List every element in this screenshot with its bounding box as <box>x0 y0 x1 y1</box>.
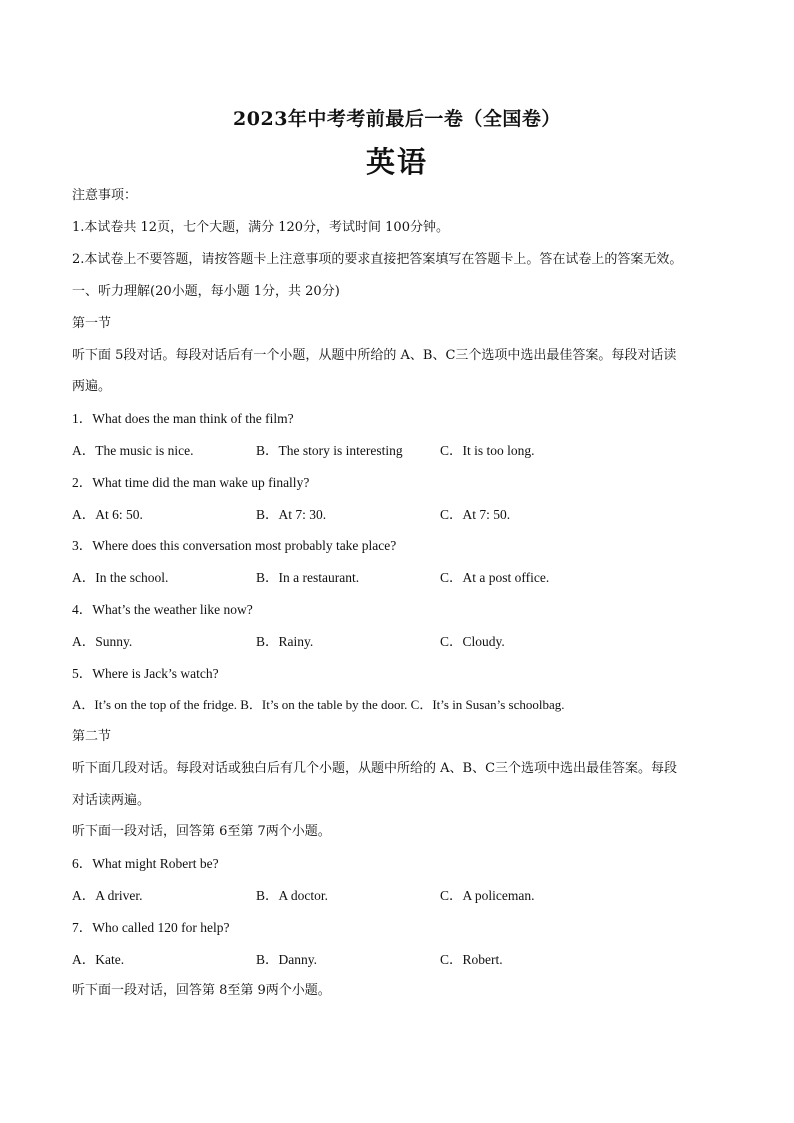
dialog-instruction: 听下面一段对话，回答第 6至第 7两个小题。 <box>72 824 331 839</box>
option-a: A．Sunny. <box>72 634 133 649</box>
option-b: B．Danny. <box>256 952 317 967</box>
notice-item-2: 2.本试卷上不要答题，请按答题卡上注意事项的要求直接把答案填写在答题卡上。答在试卷上的答案无效。 <box>72 252 683 267</box>
section-instruction-cont: 对话读两遍。 <box>72 793 151 808</box>
question-stem: 2．What time did the man wake up finally? <box>72 475 310 490</box>
option-c: C．At a post office. <box>440 570 550 585</box>
section-label: 第二节 <box>72 729 112 744</box>
option-a: A．The music is nice. <box>72 443 194 458</box>
options-row: A．It’s on the top of the fridge. B．It’s on the table by the door. C．It’s in Susan’s schoolbag. <box>72 697 565 712</box>
question-stem: 6．What might Robert be? <box>72 856 219 871</box>
option-c: C．Robert. <box>440 952 503 967</box>
subject-heading: 英语 <box>365 145 428 179</box>
option-a: A．A driver. <box>72 888 143 903</box>
exam-title: 2023年中考考前最后一卷（全国卷） <box>233 108 561 130</box>
notice-heading: 注意事项： <box>72 188 138 203</box>
question-stem: 7．Who called 120 for help? <box>72 920 230 935</box>
option-a: A．Kate. <box>72 952 125 967</box>
option-c: C．At 7: 50. <box>440 507 511 522</box>
section-instruction: 听下面 5段对话。每段对话后有一个小题，从题中所给的 A、B、C三个选项中选出最佳答案。每段对话读 <box>72 348 677 363</box>
question-stem: 1．What does the man think of the film? <box>72 411 294 426</box>
option-a: A．At 6: 50. <box>72 507 143 522</box>
option-c: C．A policeman. <box>440 888 535 903</box>
option-b: B．Rainy. <box>256 634 314 649</box>
question-stem: 3．Where does this conversation most probably take place? <box>72 538 397 553</box>
notice-item-1: 1.本试卷共 12页，七个大题，满分 120分，考试时间 100分钟。 <box>72 220 449 235</box>
dialog-instruction: 听下面一段对话，回答第 8至第 9两个小题。 <box>72 983 331 998</box>
option-c: C．Cloudy. <box>440 634 505 649</box>
option-b: B．At 7: 30. <box>256 507 327 522</box>
section-instruction-cont: 两遍。 <box>72 379 112 394</box>
option-a: A．In the school. <box>72 570 169 585</box>
option-b: B．In a restaurant. <box>256 570 360 585</box>
question-stem: 5．Where is Jack’s watch? <box>72 666 219 681</box>
question-stem: 4．What’s the weather like now? <box>72 602 253 617</box>
option-c: C．It is too long. <box>440 443 535 458</box>
option-b: B．A doctor. <box>256 888 329 903</box>
option-b: B．The story is interesting <box>256 443 403 458</box>
section-instruction: 听下面几段对话。每段对话或独白后有几个小题，从题中所给的 A、B、C三个选项中选出最佳答案。每段 <box>72 761 678 776</box>
section-label: 第一节 <box>72 316 112 331</box>
part-heading: 一、听力理解(20小题，每小题 1分，共 20分) <box>72 284 340 299</box>
